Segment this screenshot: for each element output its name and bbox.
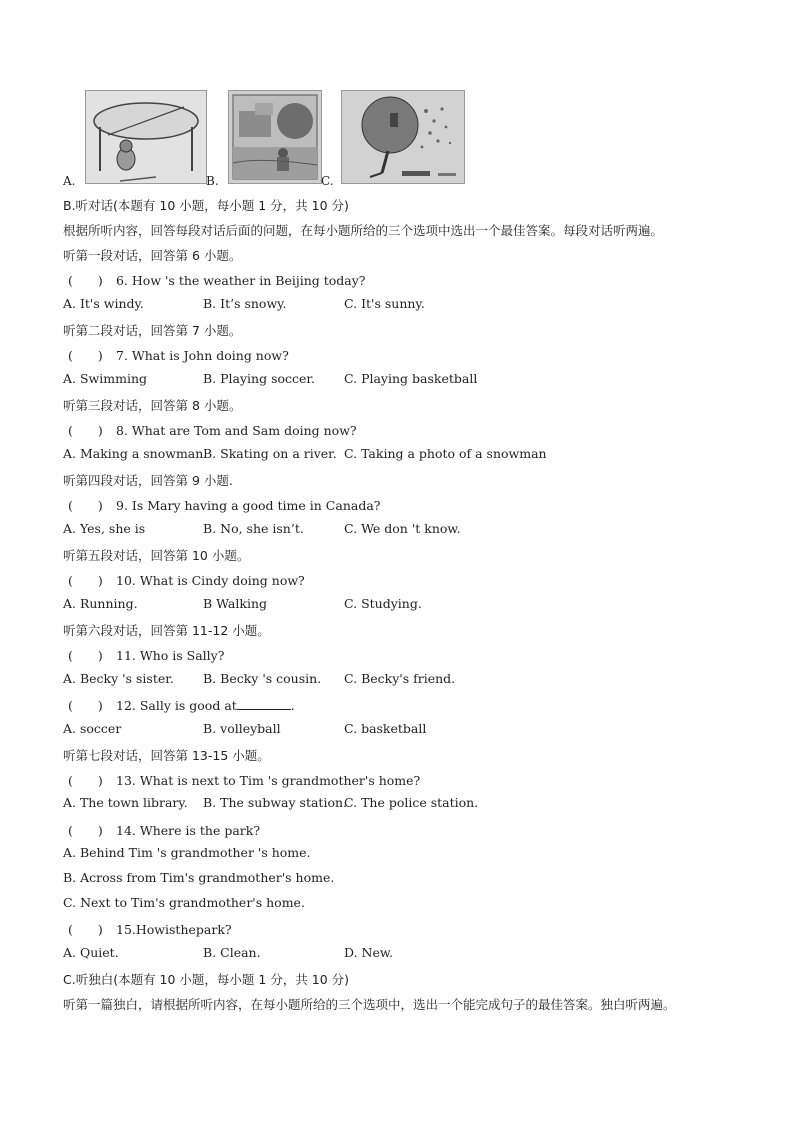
question-14: [68, 821, 260, 839]
option-a: A. Swimming: [63, 371, 147, 386]
picture-options: [63, 90, 483, 186]
option-b: B. Clean.: [203, 945, 261, 960]
option-a: A. soccer: [63, 721, 122, 736]
question-8-text: 8. What are Tom and Sam doing now?: [116, 423, 357, 438]
section-b-title: B.听对话(本题有 10 小题，每小题 1 分，共 10 分): [63, 198, 349, 213]
option-c: C. Taking a photo of a snowman: [344, 446, 547, 461]
section-c-instruction: 听第一篇独白，请根据所听内容，在每小题所给的三个选项中，选出一个能完成句子的最佳答案。独白听两遍。: [63, 997, 676, 1012]
option-a: A. Quiet.: [63, 945, 119, 960]
dialog-7-intro: 听第七段对话，回答第 13-15 小题。: [63, 748, 270, 763]
option-a: A. Running.: [63, 596, 138, 611]
question-10: [68, 571, 305, 589]
dialog-4-intro: 听第四段对话，回答第 9 小题.: [63, 473, 233, 488]
picture-option-b-label: B.: [206, 174, 219, 188]
option-c: C. It's sunny.: [344, 296, 425, 311]
option-c: C. Studying.: [344, 596, 422, 611]
option-c: C. We don 't know.: [344, 521, 461, 536]
question-8: [68, 421, 357, 439]
dialog-6-intro: 听第六段对话，回答第 11-12 小题。: [63, 623, 270, 638]
option-c: C. The police station.: [344, 795, 479, 810]
picture-option-a-label: A.: [63, 174, 76, 188]
option-a: A. Becky 's sister.: [63, 671, 174, 686]
question-10-text: 10. What is Cindy doing now?: [116, 573, 305, 588]
question-13-text: 13. What is next to Tim 's grandmother's home?: [116, 773, 421, 788]
picture-option-c-label: C.: [321, 174, 334, 188]
answer-paren[interactable]: ( ): [68, 273, 103, 288]
picture-option-c: [341, 90, 465, 184]
option-c: C. basketball: [344, 721, 427, 736]
answer-paren[interactable]: ( ): [68, 648, 103, 663]
option-a: A. Behind Tim 's grandmother 's home.: [63, 845, 311, 860]
answer-paren[interactable]: ( ): [68, 922, 103, 937]
answer-paren[interactable]: ( ): [68, 498, 103, 513]
option-a: A. The town library.: [63, 795, 188, 810]
picture-option-a: [85, 90, 207, 184]
question-14-text: 14. Where is the park?: [116, 823, 261, 838]
option-a: A. Making a snowman.: [63, 446, 208, 461]
dialog-3-intro: 听第三段对话，回答第 8 小题。: [63, 398, 242, 413]
answer-blank[interactable]: [237, 699, 291, 710]
picture-option-b: [228, 90, 322, 184]
question-13: [68, 771, 420, 789]
dialog-5-intro: 听第五段对话，回答第 10 小题。: [63, 548, 250, 563]
answer-paren[interactable]: ( ): [68, 573, 103, 588]
option-b: B. volleyball: [203, 721, 281, 736]
question-9-text: 9. Is Mary having a good time in Canada?: [116, 498, 381, 513]
question-6: [68, 271, 366, 289]
question-11: [68, 646, 224, 664]
option-a: A. It's windy.: [63, 296, 144, 311]
dialog-1-intro: 听第一段对话，回答第 6 小题。: [63, 248, 242, 263]
option-d: D. New.: [344, 945, 394, 960]
option-b: B. Skating on a river.: [203, 446, 337, 461]
option-b: B. Becky 's cousin.: [203, 671, 322, 686]
answer-paren[interactable]: ( ): [68, 698, 103, 713]
option-a: A. Yes, she is: [63, 521, 146, 536]
answer-paren[interactable]: ( ): [68, 773, 103, 788]
option-b: B. It’s snowy.: [203, 296, 287, 311]
question-15-text: 15.Howisthepark?: [116, 922, 232, 937]
question-7-text: 7. What is John doing now?: [116, 348, 289, 363]
question-12: [68, 696, 295, 714]
question-9: [68, 496, 380, 514]
section-c-title: C.听独白(本题有 10 小题，每小题 1 分，共 10 分): [63, 972, 350, 987]
question-12-tail: .: [290, 698, 295, 713]
option-b: B Walking: [203, 596, 267, 611]
section-b-instruction: 根据所听内容，回答每段对话后面的问题，在每小题所给的三个选项中选出一个最佳答案。每段对话听两遍。: [63, 223, 664, 238]
option-b: B. Playing soccer.: [203, 371, 315, 386]
option-c: C. Playing basketball: [344, 371, 478, 386]
question-7: [68, 346, 289, 364]
option-b: B. Across from Tim's grandmother's home.: [63, 870, 335, 885]
question-6-text: 6. How 's the weather in Beijing today?: [116, 273, 366, 288]
answer-paren[interactable]: ( ): [68, 823, 103, 838]
question-11-text: 11. Who is Sally?: [116, 648, 225, 663]
question-15: [68, 920, 232, 938]
question-12-text: 12. Sally is good at: [116, 698, 237, 713]
dialog-2-intro: 听第二段对话，回答第 7 小题。: [63, 323, 242, 338]
option-c: C. Next to Tim's grandmother's home.: [63, 895, 305, 910]
answer-paren[interactable]: ( ): [68, 423, 103, 438]
option-c: C. Becky's friend.: [344, 671, 456, 686]
answer-paren[interactable]: ( ): [68, 348, 103, 363]
option-b: B. The subway station.: [203, 795, 348, 810]
option-b: B. No, she isn’t.: [203, 521, 304, 536]
